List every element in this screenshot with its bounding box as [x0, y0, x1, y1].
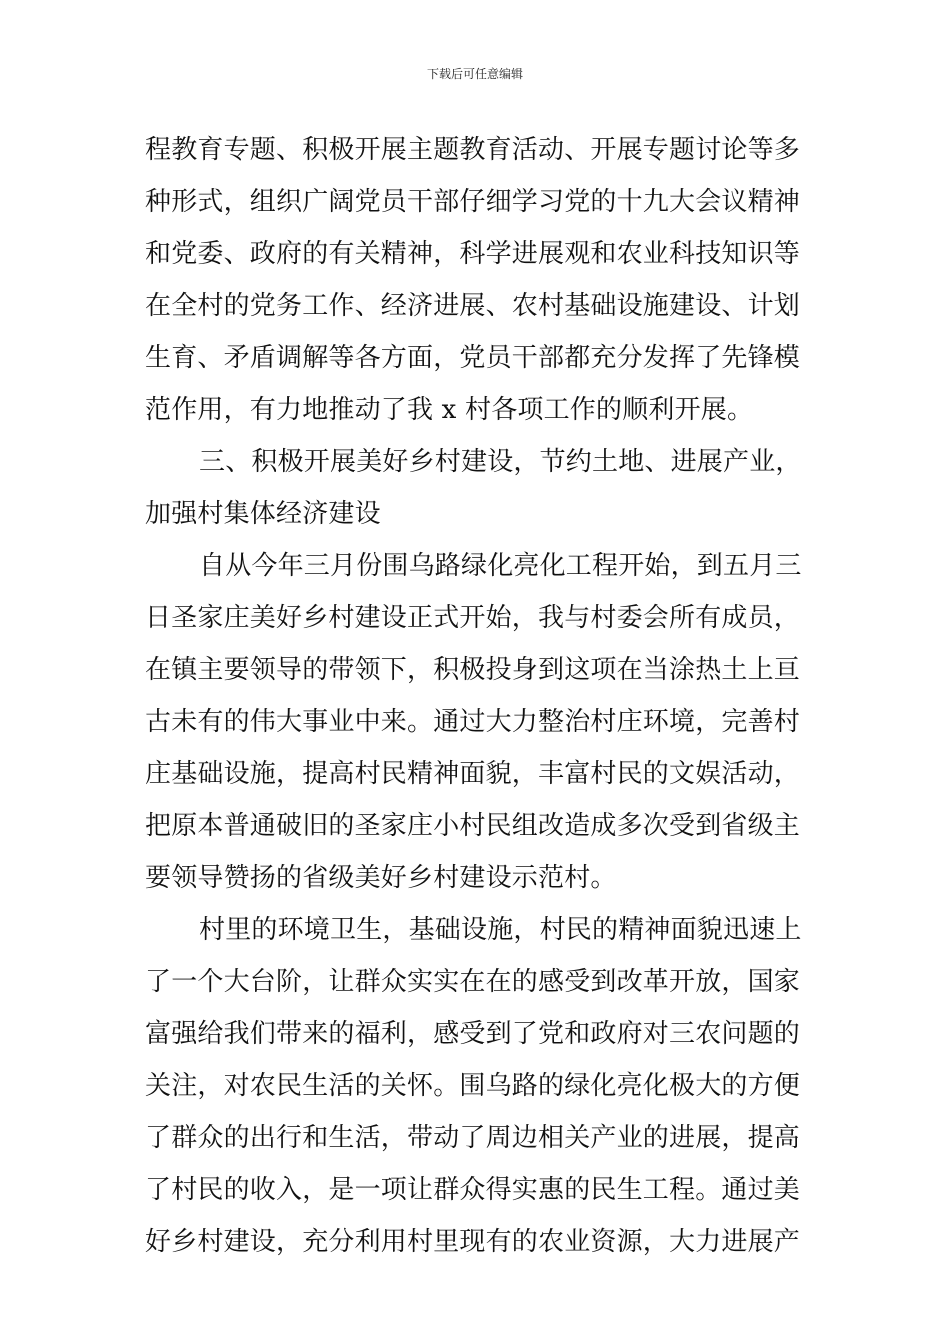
text-line: 程教育专题、积极开展主题教育活动、开展专题讨论等多 — [145, 135, 801, 165]
text-line: 生育、矛盾调解等各方面，党员干部都充分发挥了先锋模 — [145, 343, 801, 373]
text-line: 在镇主要领导的带领下，积极投身到这项在当涂热土上亘 — [145, 655, 801, 685]
text-line: 日圣家庄美好乡村建设正式开始，我与村委会所有成员， — [145, 603, 801, 633]
paragraph-start-line: 自从今年三月份围乌路绿化亮化工程开始，到五月三 — [199, 551, 802, 581]
text-line: 古未有的伟大事业中来。通过大力整治村庄环境，完善村 — [145, 707, 801, 737]
text-line: 范作用，有力地推动了我 x 村各项工作的顺利开展。 — [145, 395, 754, 425]
text-line: 关注，对农民生活的关怀。围乌路的绿化亮化极大的方便 — [145, 1071, 801, 1101]
text-line: 种形式，组织广阔党员干部仔细学习党的十九大会议精神 — [145, 187, 801, 217]
text-line: 要领导赞扬的省级美好乡村建设示范村。 — [145, 863, 617, 893]
text-line: 和党委、政府的有关精神，科学进展观和农业科技知识等 — [145, 239, 801, 269]
text-line: 了村民的收入，是一项让群众得实惠的民生工程。通过美 — [145, 1175, 801, 1205]
page-header: 下载后可任意编辑 — [426, 67, 523, 81]
paragraph-start-line: 村里的环境卫生，基础设施，村民的精神面貌迅速上 — [199, 915, 802, 945]
text-line: 富强给我们带来的福利，感受到了党和政府对三农问题的 — [145, 1019, 801, 1049]
text-line: 好乡村建设，充分利用村里现有的农业资源，大力进展产 — [145, 1227, 801, 1257]
text-line: 庄基础设施，提高村民精神面貌，丰富村民的文娱活动， — [145, 759, 801, 789]
section-heading-line: 三、积极开展美好乡村建设，节约土地、进展产业， — [199, 447, 802, 477]
document-body — [145, 124, 817, 1268]
section-heading-line: 加强村集体经济建设 — [145, 499, 381, 529]
text-line: 在全村的党务工作、经济进展、农村基础设施建设、计划 — [145, 291, 801, 321]
text-line: 了一个大台阶，让群众实实在在的感受到改革开放，国家 — [145, 967, 801, 997]
text-line: 了群众的出行和生活，带动了周边相关产业的进展，提高 — [145, 1123, 801, 1153]
text-line: 把原本普通破旧的圣家庄小村民组改造成多次受到省级主 — [145, 811, 801, 841]
